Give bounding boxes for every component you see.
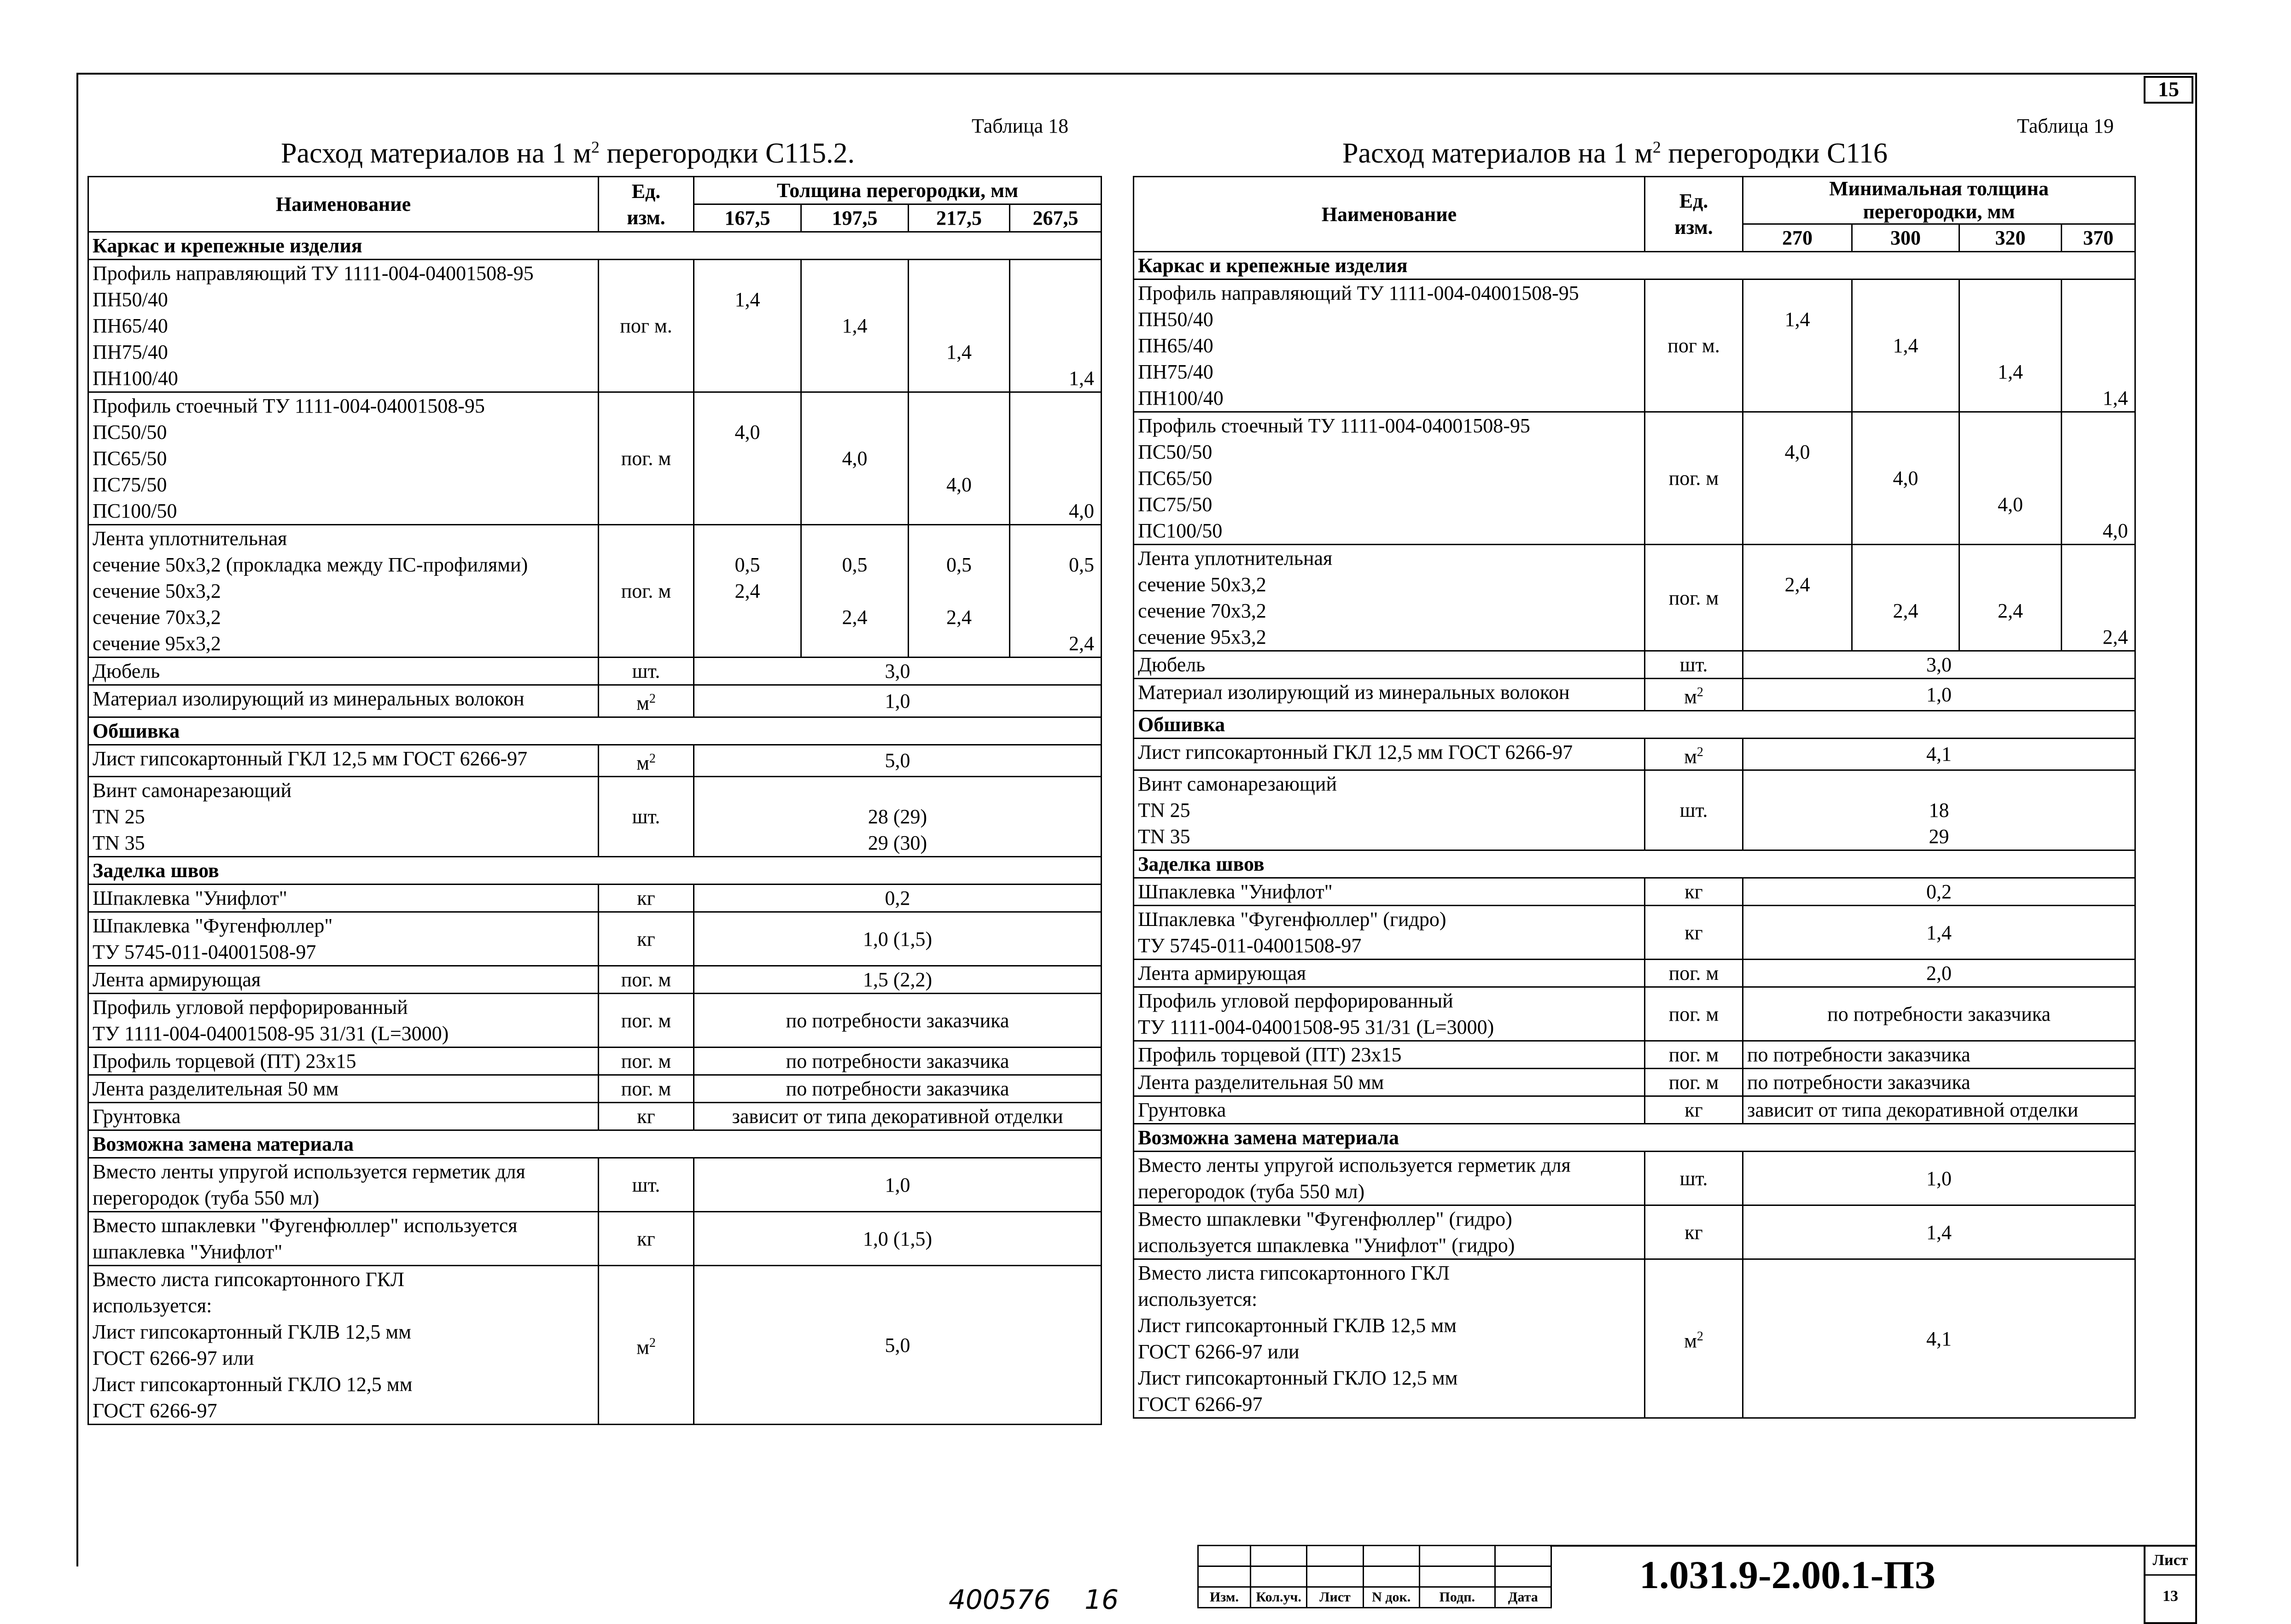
row-unit: кг [599,1212,694,1266]
row-unit: пог. м [1645,1041,1743,1069]
row-name: Дюбель [1134,651,1645,679]
t18-row [88,1158,1102,1212]
stamp-divider [1550,1545,2144,1547]
sheet-number: 13 [2163,1588,2178,1605]
value-cell: 0,5 2,4 [909,525,1010,658]
t18-col: 267,5 [1010,204,1102,232]
row-name: Лента армирующая [1134,960,1645,987]
stamp-col-label: Кол.уч. [1251,1587,1307,1608]
value-cell: 4,1 [1743,1259,2135,1418]
value-cell: 18 29 [1743,770,2135,850]
row-unit: шт. [1645,651,1743,679]
value-cell: 1,0 (1,5) [694,1212,1102,1266]
t19-table [1133,176,2136,1419]
row-unit: кг [1645,1205,1743,1259]
stamp-col-label: Дата [1495,1587,1551,1608]
value-cell: 5,0 [694,1266,1102,1425]
t18-row [88,912,1102,966]
row-unit: пог. м [599,1075,694,1103]
t19-col: 370 [2062,224,2135,252]
t18-row [88,658,1102,685]
row-unit: шт. [1645,770,1743,850]
value-cell: 1,5 (2,2) [694,966,1102,994]
row-name: Вместо шпаклевки "Фугенфюллер" используется шпаклевка "Унифлот" [88,1212,599,1266]
revision-stamp [1197,1545,1552,1608]
row-unit: пог. м [599,392,694,525]
t19-title: Расход материалов на 1 $м^2$ перегородки С116 [1342,138,1888,169]
sheet-box [2144,1545,2197,1624]
t19-row [1134,1069,2135,1096]
value-cell: 0,5 2,4 [1010,525,1102,658]
value-cell: 1,4 [1010,260,1102,392]
t19-row [1134,1259,2135,1418]
row-name: Шпаклевка "Унифлот" [1134,878,1645,906]
value-cell: 4,0 [909,392,1010,525]
value-cell: 2,4 [2062,545,2135,651]
t19-row [1134,987,2135,1041]
row-name: Профиль угловой перфорированный ТУ 1111-004-04001508-95 31/31 (L=3000) [88,994,599,1048]
row-unit: пог. м [599,1048,694,1075]
sheet-label: Лист [2145,1547,2195,1576]
t18-row [88,1266,1102,1425]
row-name: Лента армирующая [88,966,599,994]
t18-row [88,1075,1102,1103]
value-cell: 3,0 [1743,651,2135,679]
value-cell: по потребности заказчика [694,1048,1102,1075]
row-unit: кг [599,1103,694,1130]
value-cell: по потребности заказчика [1743,1069,2135,1096]
t19-row [1134,1205,2135,1259]
row-unit: пог. м [1645,987,1743,1041]
value-cell: 4,0 [1959,412,2062,545]
row-unit: пог. м [1645,412,1743,545]
value-cell: 1,4 [1743,1205,2135,1259]
t19-section: Каркас и крепежные изделия [1134,252,2135,279]
value-cell: 4,0 [1852,412,1959,545]
row-name: Профиль стоечный ТУ 1111-004-04001508-95 ПС50/50 ПС65/50 ПС75/50 ПС100/50 [88,392,599,525]
row-unit: кг [1645,1096,1743,1124]
t18-h-unit: Ед. изм. [599,177,694,232]
value-cell: 1,0 (1,5) [694,912,1102,966]
t18-table [87,176,1102,1425]
t18-row [88,777,1102,857]
t18-section: Возможна замена материала [88,1130,1102,1158]
row-unit: пог м. [599,260,694,392]
t18-section: Каркас и крепежные изделия [88,232,1102,260]
row-name: Лист гипсокартонный ГКЛ 12,5 мм ГОСТ 6266-97 [88,745,599,777]
t18-row [88,1048,1102,1075]
t18-col: 167,5 [694,204,801,232]
t19-row [1134,738,2135,770]
value-cell: 2,4 [1852,545,1959,651]
value-cell: 3,0 [694,658,1102,685]
t18-section: Заделка швов [88,857,1102,885]
row-name: Вместо ленты упругой используется герметик для перегородок (туба 550 мл) [88,1158,599,1212]
value-cell: 28 (29) 29 (30) [694,777,1102,857]
value-cell: 1,0 [1743,1152,2135,1205]
value-cell: 4,0 [2062,412,2135,545]
row-unit: шт. [599,777,694,857]
value-cell: 4,0 [1010,392,1102,525]
row-name: Материал изолирующий из минеральных волокон [88,685,599,717]
value-cell: 1,4 [1959,279,2062,412]
row-name: Лента уплотнительная сечение 50х3,2 сечение 70х3,2 сечение 95х3,2 [1134,545,1645,651]
t18-title: Расход материалов на 1 $м^2$ перегородки С115.2. [281,138,855,169]
value-cell: 4,0 [801,392,909,525]
value-cell: 1,4 [1743,279,1852,412]
row-name: Вместо ленты упругой используется герметик для перегородок (туба 550 мл) [1134,1152,1645,1205]
row-name: Шпаклевка "Фугенфюллер" ТУ 5745-011-04001508-97 [88,912,599,966]
t19-section: Заделка швов [1134,850,2135,878]
t18-row [88,885,1102,912]
row-unit: пог. м [599,994,694,1048]
value-cell: 5,0 [694,745,1102,777]
value-cell: по потребности заказчика [1743,987,2135,1041]
row-unit: шт. [599,658,694,685]
row-name: Вместо листа гипсокартонного ГКЛ используется: Лист гипсокартонный ГКЛВ 12,5 мм ГОСТ 6266-97 или Лист гипсокартонный ГКЛО 12,5 мм ГОСТ 6266-97 [1134,1259,1645,1418]
t19-row [1134,1096,2135,1124]
value-cell: 1,4 [1852,279,1959,412]
row-unit: пог. м [599,525,694,658]
value-cell: по потребности заказчика [694,1075,1102,1103]
t19-row [1134,279,2135,412]
value-cell: 1,4 [909,260,1010,392]
value-cell: по потребности заказчика [1743,1041,2135,1069]
row-unit: пог м. [1645,279,1743,412]
row-unit: кг [1645,906,1743,960]
t19-row [1134,679,2135,711]
t19-h-thickness: Минимальная толщина перегородки, мм [1743,177,2135,224]
value-cell: 1,0 [694,1158,1102,1212]
stamp-col-label: N док. [1363,1587,1419,1608]
value-cell: по потребности заказчика [694,994,1102,1048]
row-unit: кг [599,885,694,912]
t19-row [1134,1041,2135,1069]
row-unit: кг [1645,878,1743,906]
row-unit: пог. м [1645,545,1743,651]
value-cell: 4,1 [1743,738,2135,770]
row-name: Профиль угловой перфорированный ТУ 1111-004-04001508-95 31/31 (L=3000) [1134,987,1645,1041]
row-name: Вместо шпаклевки "Фугенфюллер" (гидро) используется шпаклевка "Унифлот" (гидро) [1134,1205,1645,1259]
stamp-col-label: Подп. [1419,1587,1495,1608]
t18-row [88,1212,1102,1266]
t19-section: Обшивка [1134,710,2135,738]
document-code: 1.031.9-2.00.1-ПЗ [1639,1553,1935,1597]
t19-row [1134,412,2135,545]
value-cell: 4,0 [1743,412,1852,545]
row-unit: пог. м [1645,960,1743,987]
row-unit: пог. м [1645,1069,1743,1096]
value-cell: 2,0 [1743,960,2135,987]
value-cell: 2,4 [1743,545,1852,651]
row-unit: $м^2$ [1645,1259,1743,1418]
t18-col: 217,5 [909,204,1010,232]
t19-row [1134,1152,2135,1205]
row-name: Винт самонарезающий TN 25 TN 35 [88,777,599,857]
t19-section: Возможна замена материала [1134,1124,2135,1152]
stamp-col-label: Лист [1307,1587,1363,1608]
value-cell: 1,0 [694,685,1102,717]
t19-row [1134,960,2135,987]
value-cell: 1,0 [1743,679,2135,711]
value-cell: 1,4 [1743,906,2135,960]
row-name: Грунтовка [88,1103,599,1130]
t19-row [1134,878,2135,906]
row-name: Профиль направляющий ТУ 1111-004-04001508-95 ПН50/40 ПН65/40 ПН75/40 ПН100/40 [1134,279,1645,412]
t19-row [1134,545,2135,651]
value-cell: 2,4 [1959,545,2062,651]
t18-row [88,1103,1102,1130]
row-name: Винт самонарезающий TN 25 TN 35 [1134,770,1645,850]
t18-section: Обшивка [88,717,1102,745]
row-name: Лента уплотнительная сечение 50х3,2 (прокладка между ПС-профилями) сечение 50х3,2 сечение 70х3,2 сечение 95х3,2 [88,525,599,658]
value-cell: 1,4 [801,260,909,392]
row-name: Шпаклевка "Фугенфюллер" (гидро) ТУ 5745-011-04001508-97 [1134,906,1645,960]
row-name: Профиль торцевой (ПТ) 23х15 [1134,1041,1645,1069]
row-name: Профиль торцевой (ПТ) 23х15 [88,1048,599,1075]
t18-row [88,745,1102,777]
row-name: Вместо листа гипсокартонного ГКЛ используется: Лист гипсокартонный ГКЛВ 12,5 мм ГОСТ 6266-97 или Лист гипсокартонный ГКЛО 12,5 мм ГОСТ 6266-97 [88,1266,599,1425]
t19-label: Таблица 19 [2017,115,2114,137]
t19-col: 320 [1959,224,2062,252]
row-name: Лента разделительная 50 мм [88,1075,599,1103]
row-unit: $м^2$ [599,1266,694,1425]
t18-label: Таблица 18 [972,115,1069,137]
t19-h-unit: Ед. изм. [1645,177,1743,252]
row-name: Профиль стоечный ТУ 1111-004-04001508-95 ПС50/50 ПС65/50 ПС75/50 ПС100/50 [1134,412,1645,545]
value-cell: 1,4 [694,260,801,392]
t18-h-thickness: Толщина перегородки, мм [694,177,1102,204]
row-unit: кг [599,912,694,966]
handwritten-inventory: 400576 16 [949,1584,1119,1615]
t19-row [1134,906,2135,960]
value-cell: зависит от типа декоративной отделки [694,1103,1102,1130]
t19-row [1134,770,2135,850]
value-cell: 4,0 [694,392,801,525]
page-number: 15 [2144,76,2193,104]
t19-col: 300 [1852,224,1959,252]
row-unit: шт. [1645,1152,1743,1205]
value-cell: 0,5 2,4 [694,525,801,658]
row-name: Лента разделительная 50 мм [1134,1069,1645,1096]
stamp-col-label: Изм. [1198,1587,1251,1608]
t18-row [88,525,1102,658]
value-cell: 1,4 [2062,279,2135,412]
value-cell: 0,5 2,4 [801,525,909,658]
t18-h-name: Наименование [88,177,599,232]
t18-row [88,260,1102,392]
t19-row [1134,651,2135,679]
t19-col: 270 [1743,224,1852,252]
row-name: Грунтовка [1134,1096,1645,1124]
value-cell: 0,2 [1743,878,2135,906]
value-cell: 0,2 [694,885,1102,912]
row-unit: $м^2$ [1645,738,1743,770]
row-unit: пог. м [599,966,694,994]
t18-row [88,392,1102,525]
t19-h-name: Наименование [1134,177,1645,252]
row-unit: $м^2$ [1645,679,1743,711]
t18-row [88,994,1102,1048]
row-unit: шт. [599,1158,694,1212]
row-unit: $м^2$ [599,745,694,777]
row-name: Дюбель [88,658,599,685]
row-name: Шпаклевка "Унифлот" [88,885,599,912]
t18-row [88,685,1102,717]
row-name: Профиль направляющий ТУ 1111-004-04001508-95 ПН50/40 ПН65/40 ПН75/40 ПН100/40 [88,260,599,392]
row-name: Материал изолирующий из минеральных волокон [1134,679,1645,711]
row-unit: $м^2$ [599,685,694,717]
row-name: Лист гипсокартонный ГКЛ 12,5 мм ГОСТ 6266-97 [1134,738,1645,770]
t18-row [88,966,1102,994]
t18-col: 197,5 [801,204,909,232]
value-cell: зависит от типа декоративной отделки [1743,1096,2135,1124]
